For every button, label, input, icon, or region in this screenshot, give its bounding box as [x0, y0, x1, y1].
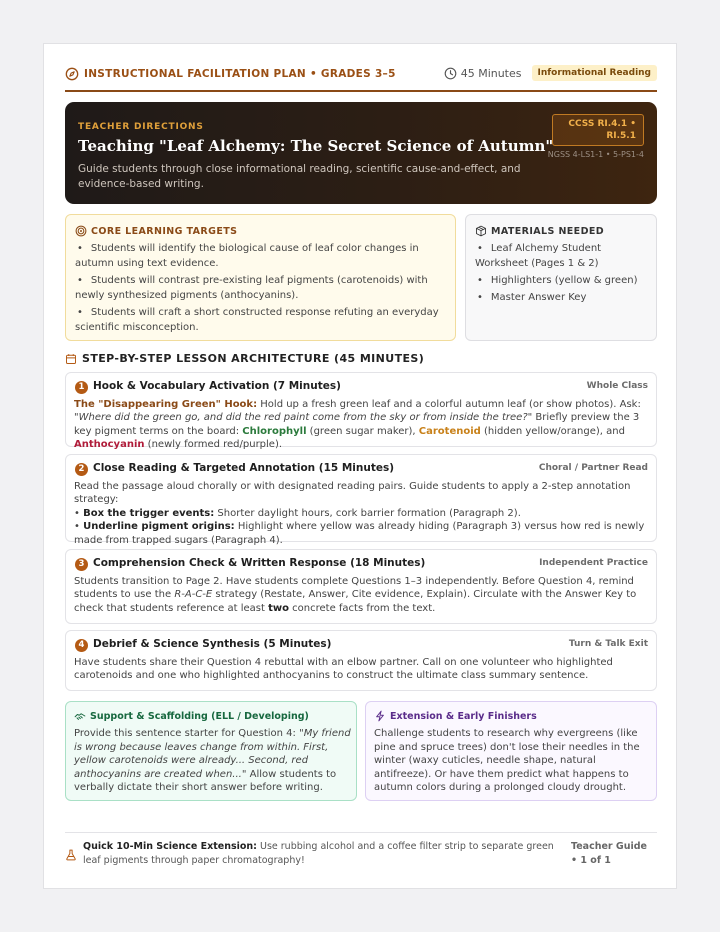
annotation-label: Box the trigger events:: [83, 507, 215, 519]
page-counter: Teacher Guide • 1 of 1: [571, 841, 647, 866]
step-title: Hook & Vocabulary Activation (7 Minutes): [93, 380, 341, 392]
banner-kicker: TEACHER DIRECTIONS: [78, 122, 204, 132]
targets-heading-label: CORE LEARNING TARGETS: [91, 225, 238, 237]
sentence-starter: "My friend is wrong because leaves change from within. First, yellow carotenoids were already... Second, red anthocyanins are created when...": [74, 728, 351, 780]
materials-card: [465, 214, 657, 341]
list-item: • Highlighters (yellow & green): [475, 273, 650, 288]
extension-body: Challenge students to research why evergreens (like pine and spruce trees) don't lose their needles in the winter (waxy cuticles, needle shape, natural antifreeze). Or have them predict what happens to autumn colors during a prolonged cloudy drought.: [374, 728, 640, 793]
materials-heading-label: MATERIALS NEEDED: [491, 225, 605, 237]
plan-title: INSTRUCTIONAL FACILITATION PLAN • GRADES 3–5: [84, 68, 396, 80]
target-icon: [75, 225, 87, 237]
learning-targets-card: [65, 214, 456, 341]
list-item: • Students will identify the biological cause of leaf color changes in autumn using text evidence.: [75, 241, 451, 272]
lesson-plan-page: [43, 43, 677, 889]
list-item: • Leaf Alchemy Student Worksheet (Pages 1 & 2): [475, 241, 650, 272]
extension-heading-label: Extension & Early Finishers: [390, 710, 537, 722]
reading-type-badge: Informational Reading: [532, 65, 658, 81]
targets-heading: [75, 225, 237, 237]
step-text: Hold up a fresh green leaf and a colorful autumn leaf (or show photos). Ask:: [257, 399, 641, 410]
lightning-icon: [374, 710, 386, 722]
term-chlorophyll: Chlorophyll: [242, 425, 307, 437]
box-icon: [475, 225, 487, 237]
materials-heading: [475, 225, 604, 237]
term-carotenoid: Carotenoid: [418, 425, 481, 437]
step-title: Comprehension Check & Written Response (18 Minutes): [93, 557, 426, 569]
annotation-step: • Box the trigger events: Shorter daylight hours, cork barrier formation (Paragraph 2).: [74, 507, 521, 519]
clock-icon: [444, 67, 457, 80]
step-number-badge: 1: [75, 381, 88, 394]
support-text: Allow students to verbally dictate their short answer before writing.: [74, 768, 337, 793]
list-item: • Students will craft a short constructed response refuting an everyday scientific misconception.: [75, 305, 451, 336]
extension-heading: [374, 710, 537, 722]
step-number-badge: 2: [75, 463, 88, 476]
step-text: concrete facts from the text.: [288, 602, 436, 614]
step-grouping-tag: Independent Practice: [539, 558, 648, 568]
targets-list: [75, 241, 451, 337]
flask-icon: [65, 849, 77, 861]
lesson-architecture-heading: [65, 352, 424, 365]
step-intro: Read the passage aloud chorally or with designated reading pairs. Guide students to apply a 2-step annotation strategy:: [74, 481, 631, 506]
emphasis-two: two: [268, 602, 289, 614]
ngss-standards: NGSS 4-LS1-1 • 5-PS1-4: [547, 150, 644, 159]
page-header: [65, 64, 657, 92]
list-item: • Students will contrast pre-existing leaf pigments (carotenoids) with newly synthesized pigments (anthocyanins).: [75, 273, 451, 304]
lesson-step-4: [65, 630, 657, 691]
handshake-icon: [74, 710, 86, 722]
hook-question: "Where did the green go, and did the red paint come from the sky or from inside the tree?": [74, 412, 533, 424]
extension-note-label: Quick 10-Min Science Extension:: [83, 841, 257, 852]
step-text: (newly formed red/purple).: [144, 439, 283, 451]
support-body: [74, 727, 351, 795]
support-scaffolding-box: [65, 701, 357, 801]
step-grouping-tag: Turn & Talk Exit: [568, 639, 648, 649]
calendar-icon: [65, 353, 77, 365]
science-extension-note: [83, 840, 570, 867]
step-text: Students transition to Page 2. Have students complete Questions 1–3 independently. Before Question 4, remind students to use the: [74, 576, 634, 601]
step-number-badge: 3: [75, 558, 88, 571]
page-footer: [65, 832, 657, 866]
duration-text: 45 Minutes: [460, 66, 522, 80]
step-body: [74, 480, 649, 547]
hook-label: The "Disappearing Green" Hook:: [74, 399, 258, 410]
step-body: [74, 398, 649, 452]
step-body: [74, 575, 649, 615]
step-body: Have students share their Question 4 rebuttal with an elbow partner. Call on one volunteer who highlighted carotenoids and one who highlighted anthocyanins to construct the ultimate class summary sentence.: [74, 657, 613, 682]
support-heading-label: Support & Scaffolding (ELL / Developing): [90, 710, 309, 722]
lesson-step-2: [65, 454, 657, 546]
race-strategy: R-A-C-E: [174, 589, 213, 601]
step-text: strategy (Restate, Answer, Cite evidence, Explain). Circulate with the Answer Key to check that students reference at least: [74, 589, 637, 614]
ccss-standards-badge: CCSS RI.4.1 • RI.5.1: [552, 114, 644, 146]
header-title-group: [65, 67, 396, 81]
step-title: Close Reading & Targeted Annotation (15 Minutes): [93, 462, 395, 474]
annotation-text: Shorter daylight hours, cork barrier formation (Paragraph 2).: [214, 507, 521, 519]
lesson-step-1: [65, 372, 657, 451]
lesson-step-3: [65, 549, 657, 624]
lesson-subtitle: Guide students through close informational reading, scientific cause-and-effect, and evidence-based writing.: [78, 163, 521, 190]
lesson-title: Teaching "Leaf Alchemy: The Secret Science of Autumn": [78, 137, 554, 155]
materials-list: [475, 241, 650, 307]
annotation-step: • Underline pigment origins: Highlight where yellow was already hiding (Paragraph 3) versus how red is newly made from trapped sugars (Paragraph 4).: [74, 521, 645, 546]
step-text: Briefly preview the 3 key pigment terms on the board:: [74, 412, 640, 437]
step-number-badge: 4: [75, 639, 88, 652]
extension-box: [365, 701, 657, 801]
step-title: Debrief & Science Synthesis (5 Minutes): [93, 638, 332, 650]
annotation-label: Underline pigment origins:: [83, 521, 235, 533]
step-text: (green sugar maker),: [306, 425, 419, 437]
step-text: (hidden yellow/orange), and: [480, 425, 625, 437]
list-item: • Master Answer Key: [475, 290, 650, 305]
header-meta: [444, 65, 657, 81]
extension-note-text: Use rubbing alcohol and a coffee filter strip to separate green leaf pigments through paper chromatography!: [83, 841, 554, 866]
support-heading: [74, 710, 309, 722]
term-anthocyanin: Anthocyanin: [74, 439, 145, 451]
architecture-heading-label: STEP-BY-STEP LESSON ARCHITECTURE (45 MINUTES): [82, 352, 425, 365]
compass-icon: [65, 67, 79, 81]
step-grouping-tag: Whole Class: [586, 381, 648, 391]
step-grouping-tag: Choral / Partner Read: [538, 463, 648, 473]
support-text: Provide this sentence starter for Question 4:: [74, 728, 300, 739]
teacher-directions-banner: [65, 102, 657, 204]
annotation-text: Highlight where yellow was already hiding (Paragraph 3) versus how red is newly made from trapped sugars (Paragraph 4).: [74, 521, 645, 546]
